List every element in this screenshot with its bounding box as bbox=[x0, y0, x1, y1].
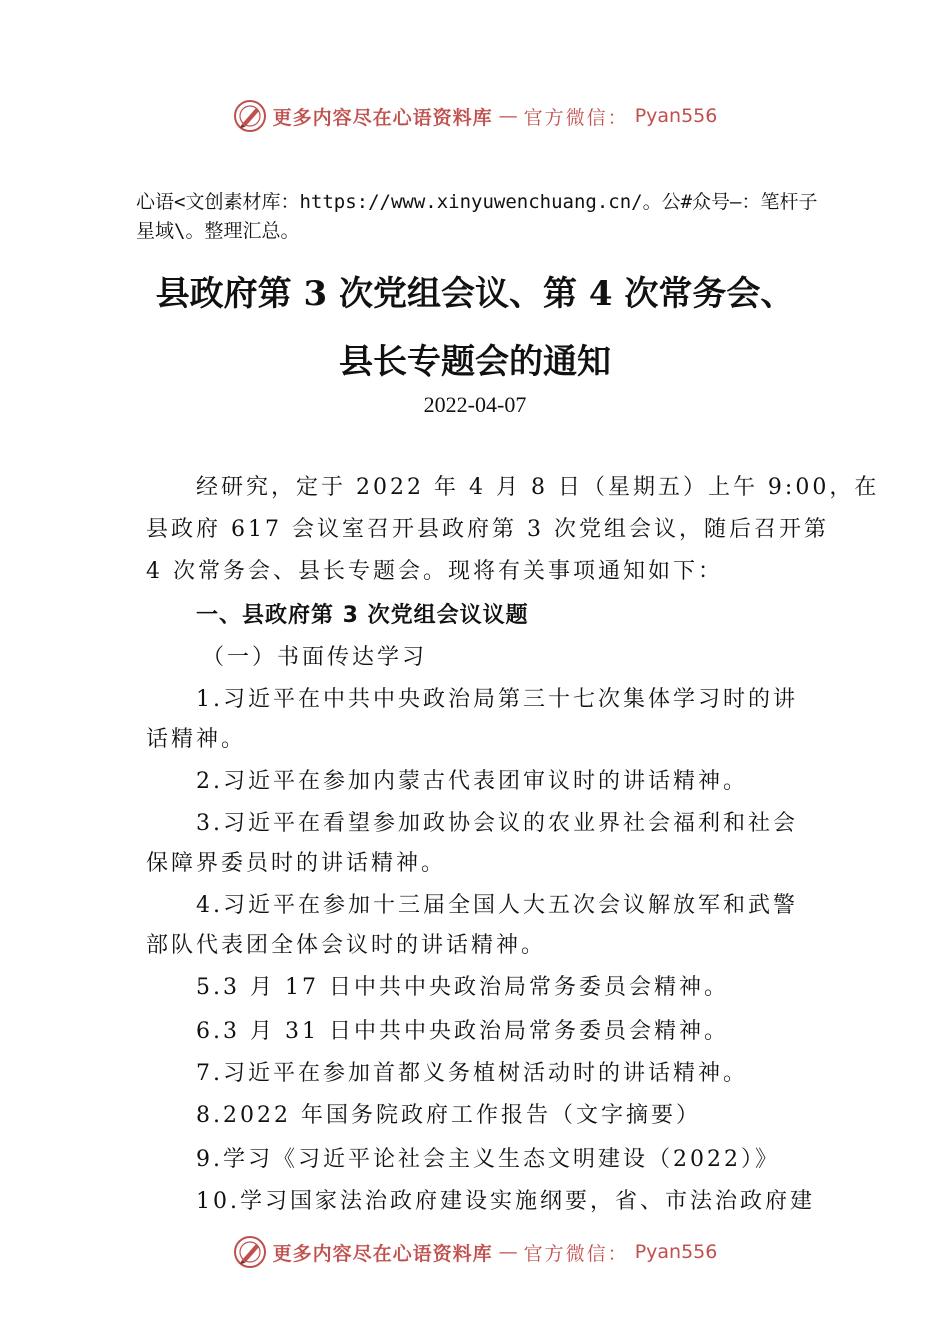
watermark-text: 更多内容尽在心语资料库 bbox=[272, 106, 493, 129]
list-item-2: 2.习近平在参加内蒙古代表团审议时的讲话精神。 bbox=[196, 769, 748, 794]
list-item-3-cont: 保障界委员时的讲话精神。 bbox=[146, 851, 447, 876]
watermark-separator: — bbox=[498, 105, 518, 127]
document-title-line-2: 县长专题会的通知 bbox=[339, 342, 611, 382]
intro-line-3: 4 次常务会、县长专题会。现将有关事项通知如下： bbox=[146, 559, 723, 584]
list-item-1-cont: 话精神。 bbox=[146, 727, 247, 752]
list-item-4-cont: 部队代表团全体会议时的讲话精神。 bbox=[146, 933, 547, 958]
document-title-line-1: 县政府第 3 次党组会议、第 4 次常务会、 bbox=[155, 274, 795, 314]
list-item-8: 8.2022 年国务院政府工作报告（文字摘要） bbox=[196, 1103, 701, 1128]
watermark-separator: — bbox=[498, 1241, 518, 1263]
list-item-1: 1.习近平在中共中央政治局第三十七次集体学习时的讲 bbox=[196, 687, 798, 712]
list-item-7: 7.习近平在参加首都义务植树活动时的讲话精神。 bbox=[196, 1061, 748, 1086]
watermark-banner-top bbox=[0, 96, 950, 136]
pen-logo-icon bbox=[233, 1235, 267, 1269]
list-item-10: 10.学习国家法治政府建设实施纲要，省、市法治政府建 bbox=[196, 1189, 815, 1214]
list-item-6: 6.3 月 31 日中共中央政治局常务委员会精神。 bbox=[196, 1019, 729, 1044]
watermark-wechat-id: Pyan556 bbox=[634, 105, 718, 127]
intro-line-2: 县政府 617 会议室召开县政府第 3 次党组会议，随后召开第 bbox=[146, 517, 829, 542]
subsection-heading: （一）书面传达学习 bbox=[202, 645, 428, 670]
source-note: 心语<文创素材库：https://www.xinyuwenchuang.cn/。公#众号—：笔杆子星域\。整理汇总。 bbox=[136, 191, 818, 242]
intro-line-1: 经研究，定于 2022 年 4 月 8 日（星期五）上午 9:00，在 bbox=[196, 475, 880, 500]
list-item-3: 3.习近平在看望参加政协会议的农业界社会福利和社会 bbox=[196, 811, 798, 836]
watermark-text: 更多内容尽在心语资料库 bbox=[272, 1242, 493, 1265]
list-item-5: 5.3 月 17 日中共中央政治局常务委员会精神。 bbox=[196, 975, 729, 1000]
document-date: 2022-04-07 bbox=[423, 392, 527, 417]
pen-logo-icon bbox=[233, 99, 267, 133]
list-item-4: 4.习近平在参加十三届全国人大五次会议解放军和武警 bbox=[196, 893, 798, 918]
list-item-9: 9.学习《习近平论社会主义生态文明建设（2022）》 bbox=[196, 1147, 780, 1172]
watermark-banner-bottom bbox=[0, 1232, 950, 1272]
watermark-wechat-label: 官方微信： bbox=[523, 1242, 629, 1265]
watermark-wechat-label: 官方微信： bbox=[523, 106, 629, 129]
watermark-wechat-id: Pyan556 bbox=[634, 1241, 718, 1263]
section-heading: 一、县政府第 3 次党组会议议题 bbox=[196, 603, 529, 628]
